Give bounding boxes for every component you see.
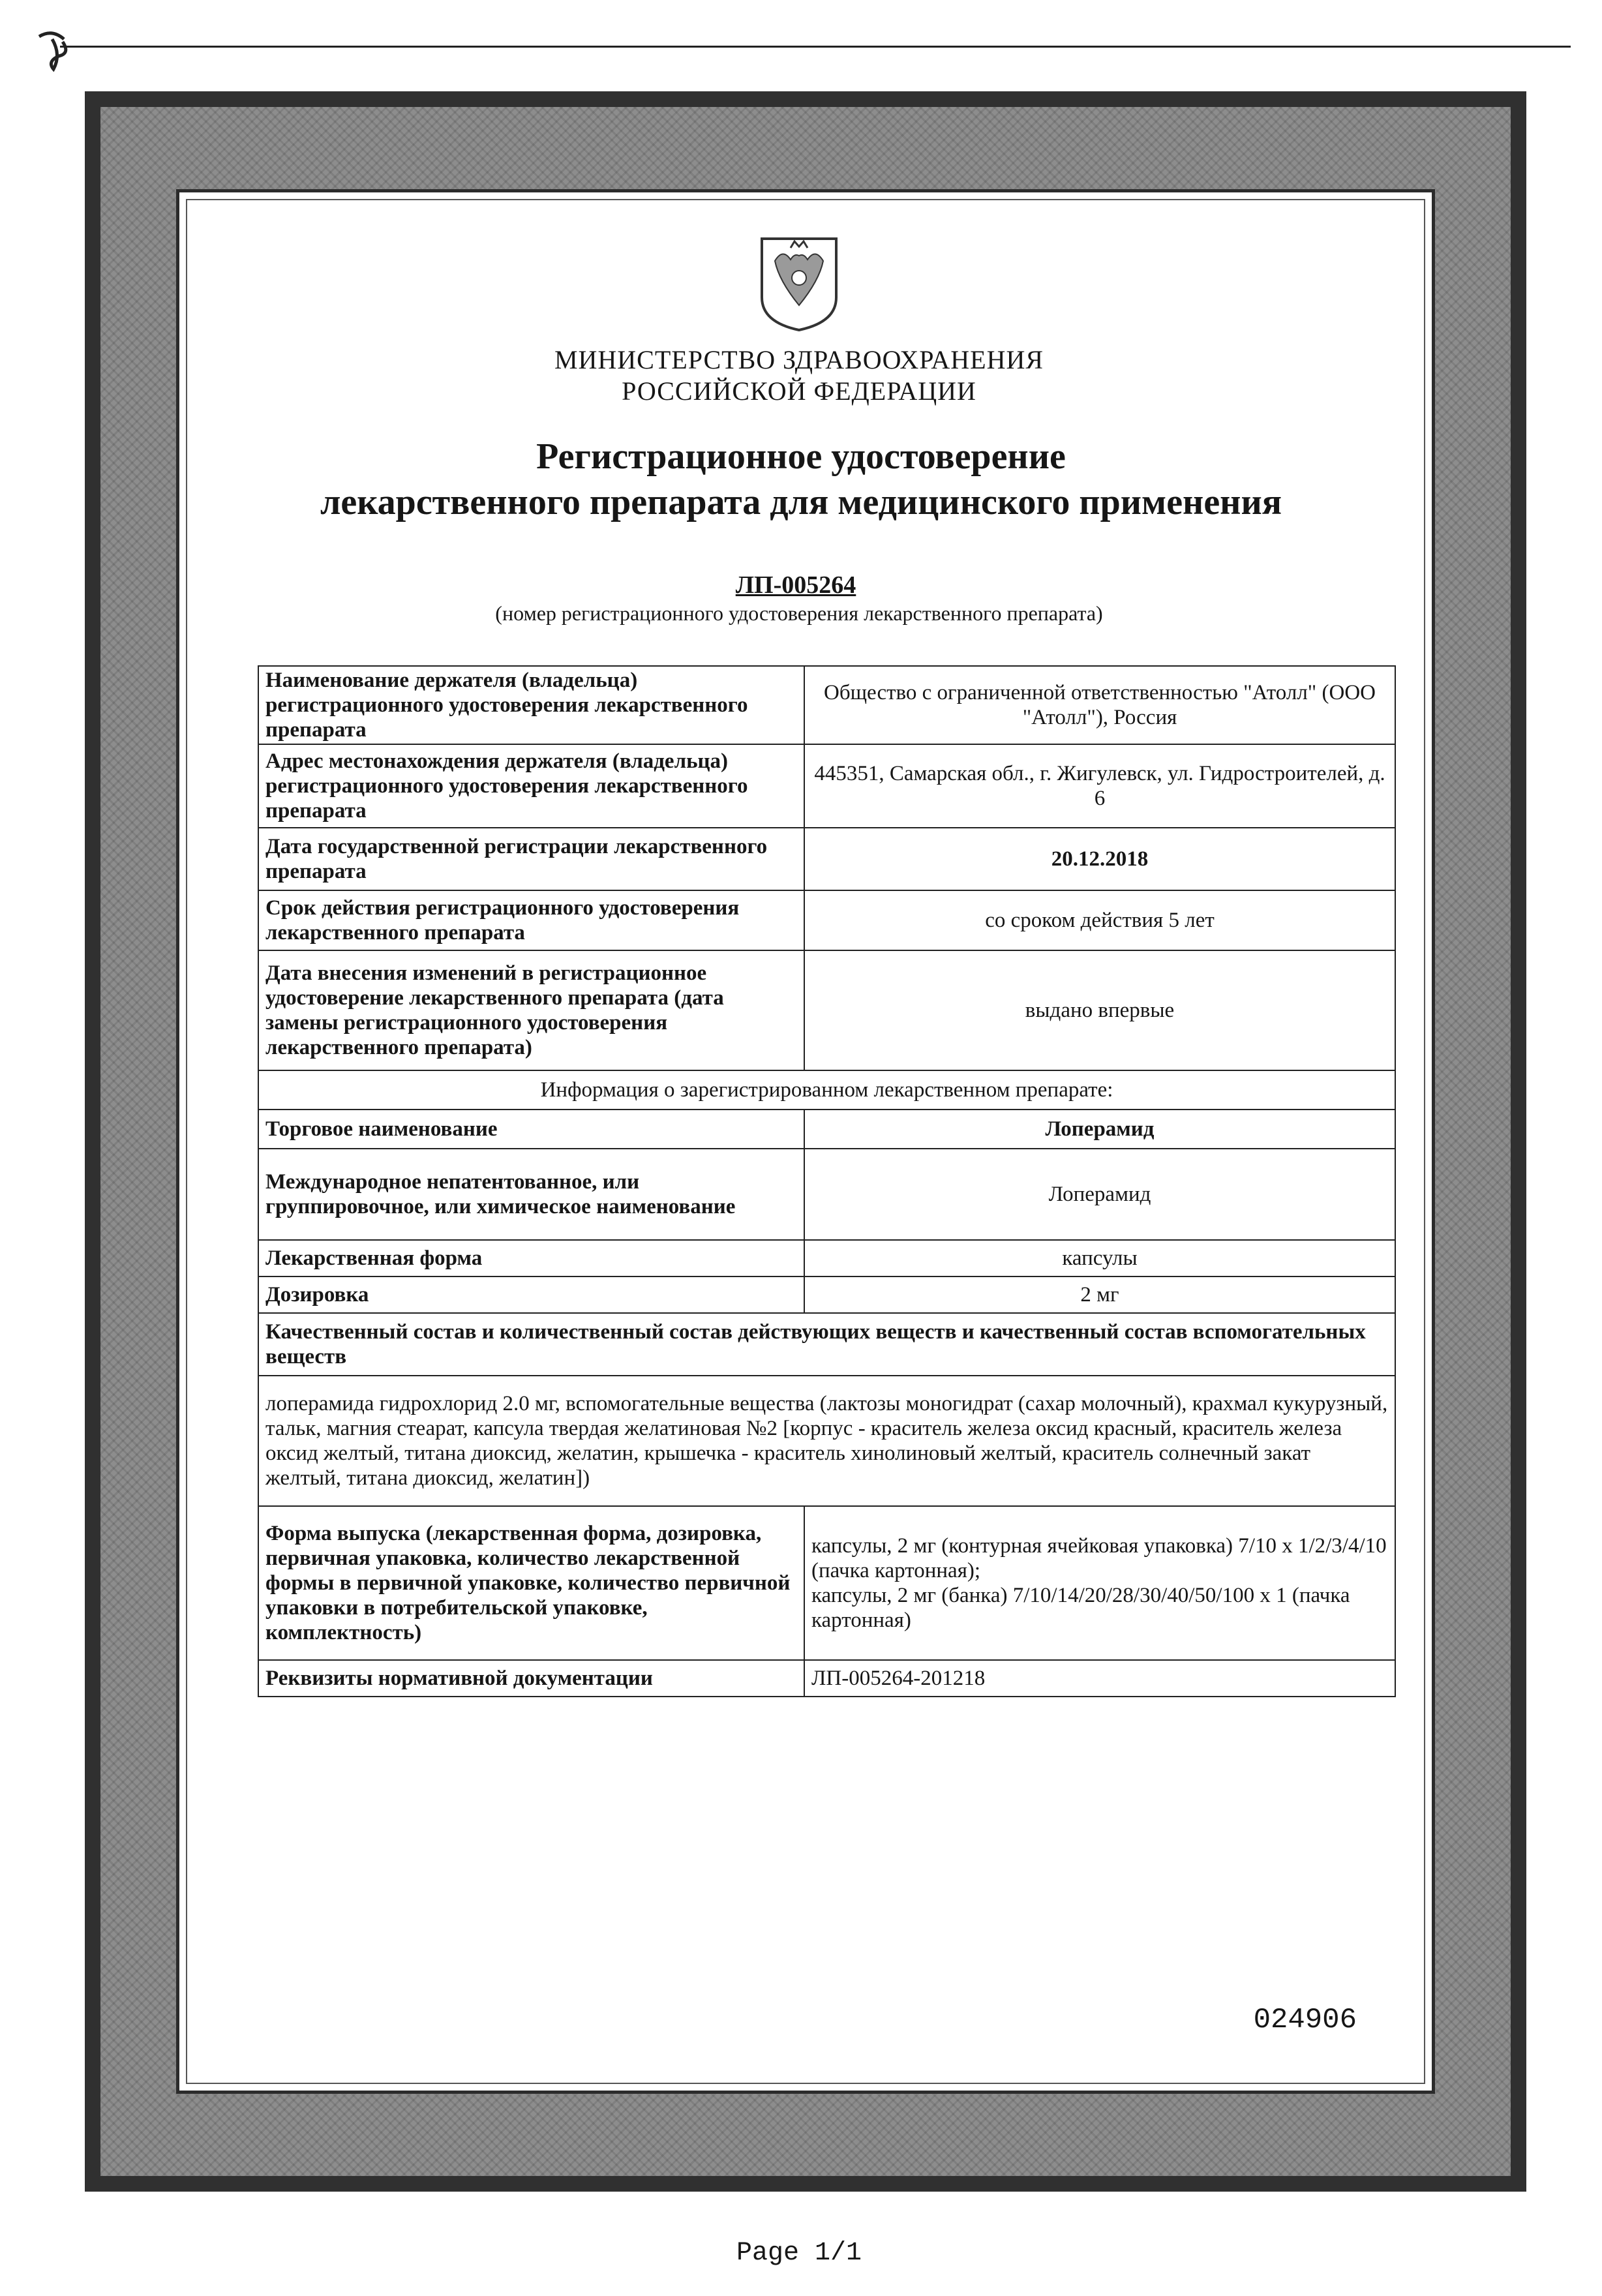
certificate-table — [258, 665, 1396, 1697]
table-row — [258, 1506, 1395, 1660]
drug-info-heading: Информация о зарегистрированном лекарственном препарате: — [258, 1070, 1395, 1110]
top-rule-line — [60, 46, 1571, 48]
dosage-value: 2 мг — [804, 1276, 1395, 1313]
table-row — [258, 1110, 1395, 1149]
composition-text: лоперамида гидрохлорид 2.0 мг, вспомогательные вещества (лактозы моногидрат (сахар молочный), крахмал кукурузный, тальк, магния стеарат, капсула твердая желатиновая №2 [корпус - краситель железа оксид красный, краситель железа оксид желтый, титана диоксид, желатин, крышечка - краситель хинолиновый желтый, краситель солнечный закат желтый, титана диоксид, желатин]) — [258, 1376, 1395, 1506]
table-row — [258, 1240, 1395, 1276]
inn-value: Лоперамид — [804, 1149, 1395, 1240]
holder-address-value: 445351, Самарская обл., г. Жигулевск, ул. Гидростроителей, д. 6 — [804, 744, 1395, 828]
certificate-title-line-2: лекарственного препарата для медицинского применения — [320, 482, 1282, 522]
normative-doc-label: Реквизиты нормативной документации — [258, 1660, 804, 1697]
release-form-value-line-2: капсулы, 2 мг (банка) 7/10/14/20/28/30/40/50/100 х 1 (пачка картонная) — [811, 1584, 1350, 1632]
registration-date-label: Дата государственной регистрации лекарственного препарата — [258, 828, 804, 890]
amendment-date-label: Дата внесения изменений в регистрационное удостоверение лекарственного препарата (дата замены регистрационного удостоверения лекарственного препарата) — [258, 950, 804, 1070]
inn-label: Международное непатентованное, или группировочное, или химическое наименование — [258, 1149, 804, 1240]
table-row — [258, 1313, 1395, 1376]
certificate-title-line-1: Регистрационное удостоверение — [536, 436, 1066, 477]
normative-doc-value: ЛП-005264-201218 — [804, 1660, 1395, 1697]
holder-name-value: Общество с ограниченной ответственностью "Атолл" (ООО "Атолл"), Россия — [804, 666, 1395, 744]
registration-date-value: 20.12.2018 — [804, 828, 1395, 890]
composition-heading: Качественный состав и количественный состав действующих веществ и качественный состав вспомогательных веществ — [258, 1313, 1395, 1376]
handwritten-corner-mark — [33, 22, 104, 74]
trade-name-label: Торговое наименование — [258, 1110, 804, 1149]
ministry-name-line-1: МИНИСТЕРСТВО ЗДРАВООХРАНЕНИЯ — [554, 345, 1044, 374]
table-row — [258, 890, 1395, 950]
coat-of-arms-icon — [757, 235, 841, 333]
dosage-form-label: Лекарственная форма — [258, 1240, 804, 1276]
release-form-value — [804, 1506, 1395, 1660]
validity-period-label: Срок действия регистрационного удостоверения лекарственного препарата — [258, 890, 804, 950]
release-form-label: Форма выпуска (лекарственная форма, дозировка, первичная упаковка, количество лекарственной формы в первичной упаковке, количество первичной упаковки в потребительской упаковке, комплектность) — [258, 1506, 804, 1660]
validity-period-value: со сроком действия 5 лет — [804, 890, 1395, 950]
table-row — [258, 666, 1395, 744]
registration-number-caption: (номер регистрационного удостоверения лекарственного препарата) — [495, 601, 1103, 625]
table-row — [258, 1660, 1395, 1697]
ministry-name-line-2: РОССИЙСКОЙ ФЕДЕРАЦИИ — [622, 376, 976, 406]
trade-name-value: Лоперамид — [804, 1110, 1395, 1149]
table-row — [258, 1070, 1395, 1110]
table-row — [258, 828, 1395, 890]
registration-number: ЛП-005264 — [735, 571, 856, 599]
holder-address-label: Адрес местонахождения держателя (владельца) регистрационного удостоверения лекарственного препарата — [258, 744, 804, 828]
release-form-value-line-1: капсулы, 2 мг (контурная ячейковая упаковка) 7/10 х 1/2/3/4/10 (пачка картонная); — [811, 1534, 1387, 1582]
page-number-footer: Page 1/1 — [736, 2239, 862, 2268]
table-row — [258, 1276, 1395, 1313]
dosage-form-value: капсулы — [804, 1240, 1395, 1276]
holder-name-label: Наименование держателя (владельца) регистрационного удостоверения лекарственного препарата — [258, 666, 804, 744]
form-serial-number: 024906 — [1253, 2004, 1357, 2036]
table-row — [258, 950, 1395, 1070]
table-row — [258, 744, 1395, 828]
dosage-label: Дозировка — [258, 1276, 804, 1313]
table-row — [258, 1376, 1395, 1506]
amendment-date-value: выдано впервые — [804, 950, 1395, 1070]
table-row — [258, 1149, 1395, 1240]
